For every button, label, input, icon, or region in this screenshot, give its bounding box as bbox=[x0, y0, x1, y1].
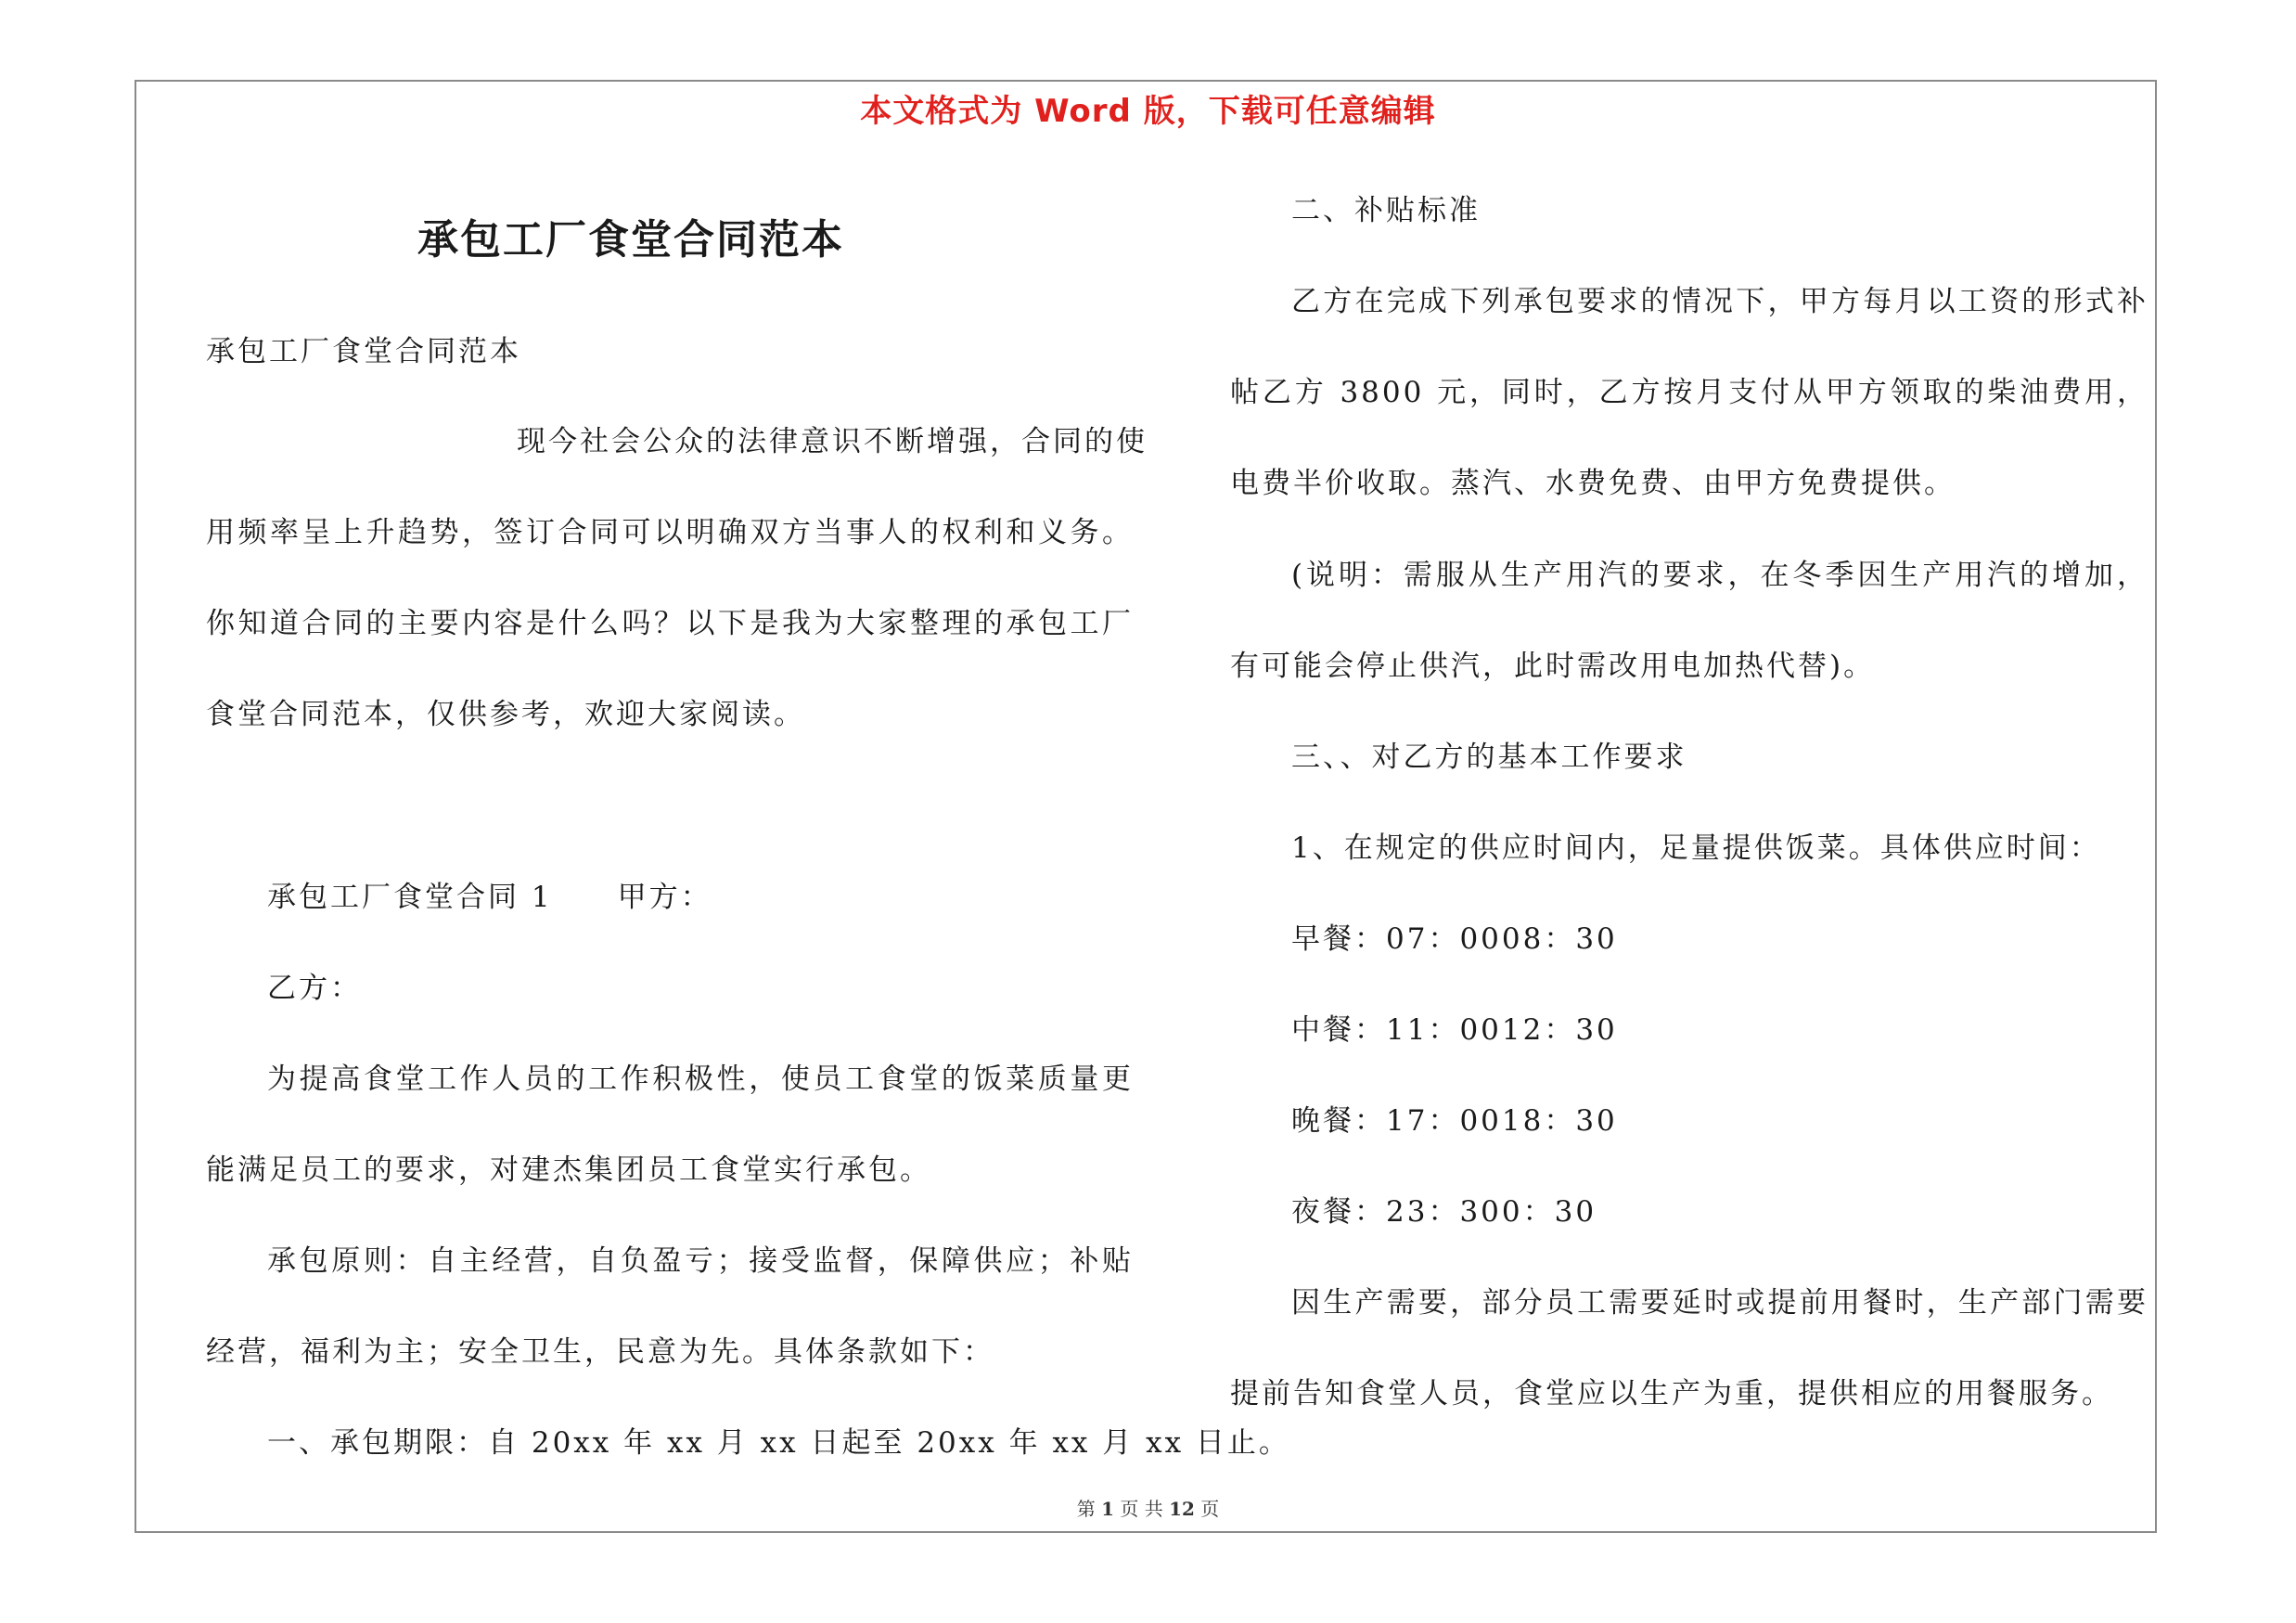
total-pages: 12 bbox=[1169, 1498, 1195, 1520]
dinner-time: 晚餐：17：0018：30 bbox=[1291, 1104, 1618, 1138]
item-1: 1、在规定的供应时间内，足量提供饭菜。具体供应时间： bbox=[1291, 831, 2101, 865]
intro-first-line: 现今社会公众的法律意识不断增强，合同的使 bbox=[517, 425, 1148, 458]
section-2-heading: 二、补贴标准 bbox=[1291, 194, 1481, 227]
party-a-label: 甲方： bbox=[617, 881, 712, 914]
late-night-time: 夜餐：23：300：30 bbox=[1291, 1195, 1597, 1229]
section-2-body: 乙方在完成下列承包要求的情况下，甲方每月以工资的形式补帖乙方 3800 元，同时，乙方按月支付从甲方领取的柴油费用，电费半价收取。蒸汽、水费免费、由甲方免费提供。 bbox=[1230, 285, 2148, 500]
breakfast-time: 早餐：07：0008：30 bbox=[1291, 922, 1618, 956]
format-banner: 本文格式为 Word 版，下载可任意编辑 bbox=[860, 93, 1436, 130]
subtitle: 承包工厂食堂合同范本 bbox=[206, 335, 521, 368]
footer-suffix: 页 bbox=[1200, 1498, 1220, 1520]
steam-note: (说明：需服从生产用汽的要求，在冬季因生产用汽的增加，有可能会停止供汽，此时需改用电加热代替)。 bbox=[1230, 559, 2148, 683]
lunch-time: 中餐：11：0012：30 bbox=[1291, 1013, 1618, 1047]
current-page: 1 bbox=[1101, 1498, 1114, 1520]
extension-paragraph: 因生产需要，部分员工需要延时或提前用餐时，生产部门需要提前告知食堂人员，食堂应以生产为重，提供相应的用餐服务。 bbox=[1230, 1286, 2148, 1410]
contract-heading: 承包工厂食堂合同 1 bbox=[267, 881, 553, 914]
page-footer bbox=[0, 1494, 2296, 1521]
principle-paragraph: 承包原则：自主经营，自负盈亏；接受监督，保障供应；补贴经营，福利为主；安全卫生，民意为先。具体条款如下： bbox=[206, 1244, 1134, 1369]
footer-prefix: 第 bbox=[1076, 1498, 1096, 1520]
contract-heading-line bbox=[206, 852, 1134, 943]
intro-paragraph: 用频率呈上升趋势，签订合同可以明确双方当事人的权利和义务。你知道合同的主要内容是什么吗？以下是我为大家整理的承包工厂食堂合同范本，仅供参考，欢迎大家阅读。 bbox=[206, 516, 1134, 731]
party-b-label: 乙方： bbox=[267, 972, 362, 1005]
purpose-paragraph: 为提高食堂工作人员的工作积极性，使员工食堂的饭菜质量更能满足员工的要求，对建杰集团员工食堂实行承包。 bbox=[206, 1063, 1134, 1187]
document-title: 承包工厂食堂合同范本 bbox=[417, 216, 844, 264]
section-3-heading: 三、、对乙方的基本工作要求 bbox=[1291, 741, 1687, 774]
footer-middle: 页 共 bbox=[1120, 1498, 1163, 1520]
term-paragraph: 一、承包期限：自 20xx 年 xx 月 xx 日起至 20xx 年 xx 月 xx 日止。 bbox=[267, 1426, 1290, 1460]
